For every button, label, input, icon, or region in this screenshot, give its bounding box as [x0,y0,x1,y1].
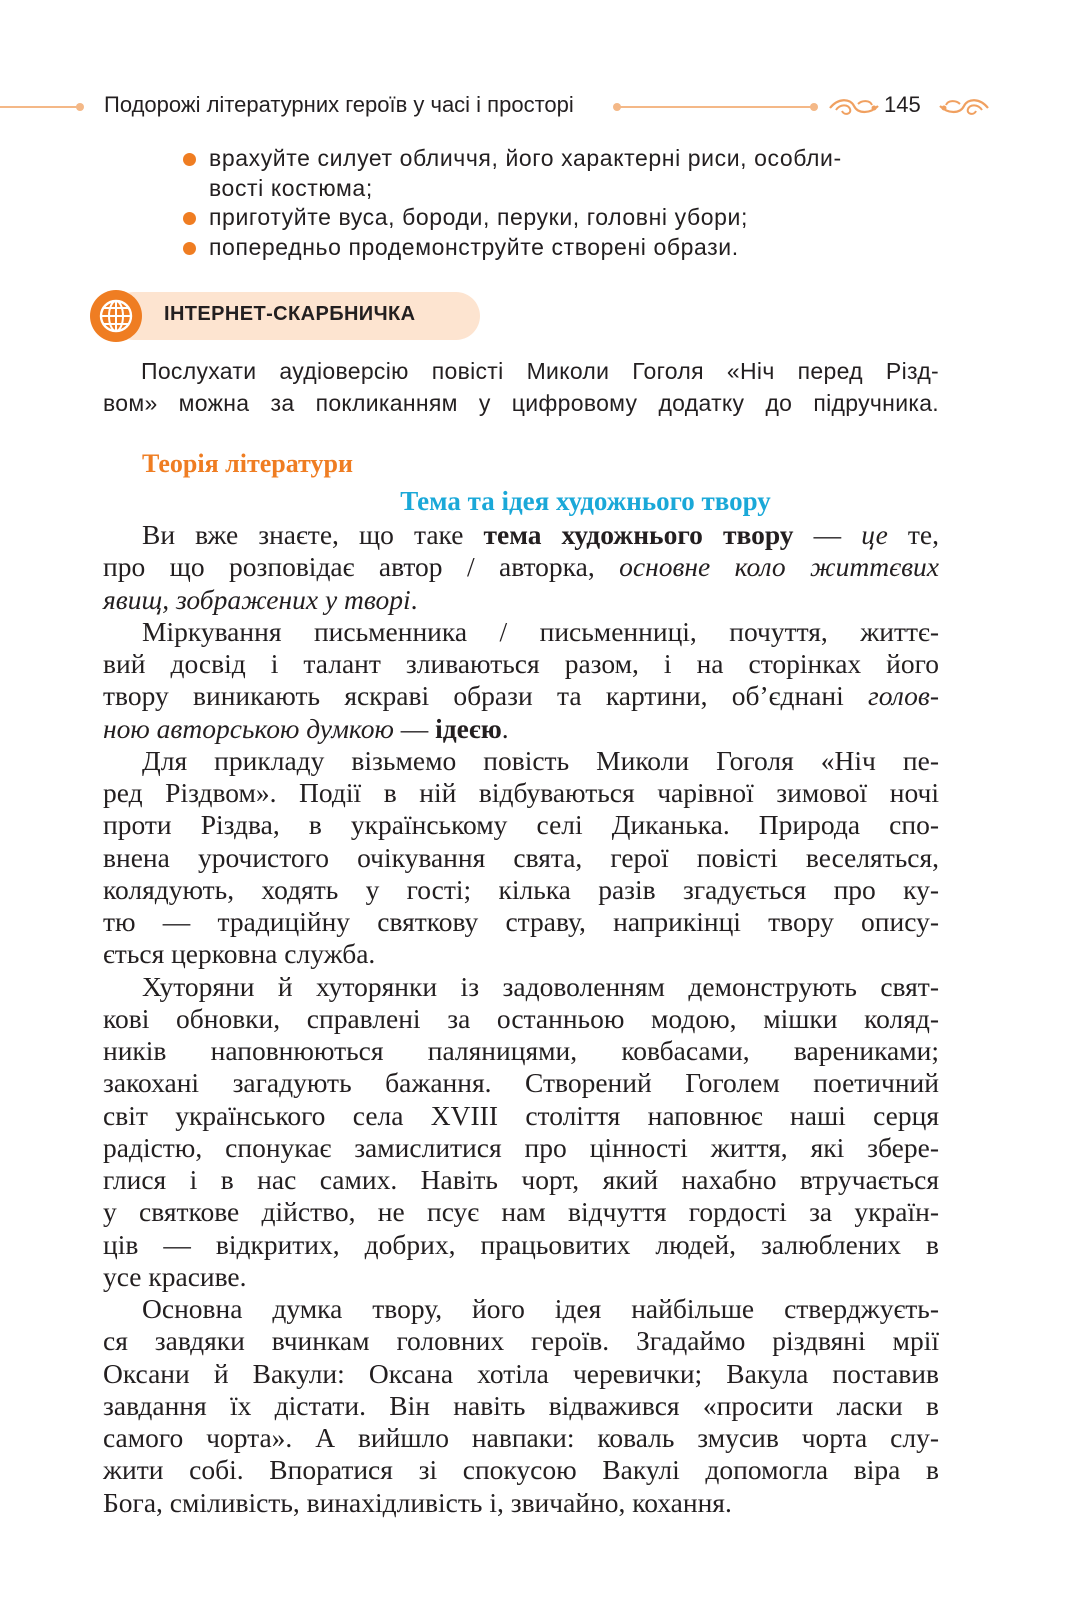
text-line: радістю, спонукає замислитися про цінності життя, які збере- [103,1131,939,1163]
list-item [183,233,953,263]
text-line: ців — відкритих, добрих, працьовитих людей, залюблених в [103,1228,939,1260]
list-item-line: врахуйте силует обличчя, його характерні риси, особли- [209,145,842,171]
page-number: 145 [884,92,921,117]
text-line: явищ, зображених у творі. [103,583,418,615]
text-line: самого чорта». А вийшло навпаки: коваль змусив чорта слу- [103,1422,939,1453]
running-title: Подорожі літературних героїв у часі і просторі [104,92,574,117]
bullet-icon [183,212,196,225]
text-line: ся завдяки вчинкам головних героїв. Згадаймо різдвяні мрії [103,1325,939,1357]
text-line: світ українського села XVIII століття наповнює наші серця [103,1099,939,1131]
swirl-ornament-icon [828,94,880,120]
text-line: ред Різдвом». Події в ній відбуваються чарівної зимової ночі [103,777,939,808]
bullet-icon [183,153,196,166]
text-line: тю — традиційну святкову страву, наприкінці твору опису- [103,906,939,937]
text-line: колядують, ходять у гості; кілька разів згадується про ку- [103,873,939,905]
text-line: Основна думка твору, його ідея найбільше стверджуєть- [142,1293,939,1324]
theory-heading: Теорія літератури [142,449,353,478]
text-line: ною авторською думкою — ідеєю. [103,712,509,744]
text-line: закохані загадують бажання. Створений Гоголем поетичний [103,1067,939,1099]
text-line: кові обновки, справлені за останньою модою, мішки коляд- [103,1002,939,1034]
list-item-line: вості костюма; [209,174,373,201]
swirl-ornament-icon [938,94,990,120]
internet-box-banner [90,290,480,342]
list-item-line: приготуйте вуса, бороди, перуки, головні убори; [209,204,748,230]
list-item [183,203,953,233]
list-item-line: попередньо продемонструйте створені образи. [209,233,739,260]
text-line: вий досвід і талант зливаються разом, і на сторінках його [103,648,939,679]
instruction-list [183,144,953,262]
header-rule-left [0,106,80,108]
text-line: Оксани й Вакули: Оксана хотіла черевички; Вакула поставив [103,1357,939,1389]
header-rule-dot [76,103,84,111]
text-line: внена урочистого очікування свята, герої повісті веселяться, [103,841,939,873]
text-line: Міркування письменника / письменниці, почуття, життє- [142,615,939,647]
text-line: Для прикладу візьмемо повість Миколи Гоголя «Ніч пе- [142,744,939,776]
text-line: твору виникають яскраві образи та картини, об’єднані голов- [103,680,939,712]
text-line: усе красиве. [103,1260,247,1292]
text-line: Хуторяни й хуторянки із задоволенням демонструють свят- [142,970,939,1002]
header-rule-middle [618,106,814,108]
body-text [103,519,939,1519]
text-line: ників наповнюються паляницями, ковбасами, варениками; [103,1035,939,1066]
section-title: Тема та ідея художнього твору [400,486,771,516]
running-header [0,90,1091,124]
internet-box-label: ІНТЕРНЕТ-СКАРБНИЧКА [164,303,416,325]
list-item [183,144,953,203]
internet-box-text [103,355,939,419]
text-line: жити собі. Впоратися зі спокусою Вакулі допомогла віра в [103,1454,939,1486]
text-line: вом» можна за покликанням у цифровому додатку до підручника. [103,390,939,416]
text-line: у святкове дійство, не псує нам відчуття гордості за україн- [103,1196,939,1228]
text-line: глися і в нас самих. Навіть чорт, який нахабно втручається [103,1164,939,1195]
text-line: Послухати аудіоверсію повісті Миколи Гоголя «Ніч перед Різд- [141,358,939,384]
bullet-icon [183,242,196,255]
text-line: проти Різдва, в українському селі Диканька. Природа спо- [103,809,939,841]
text-line: Ви вже знаєте, що таке тема художнього твору — це те, [142,519,940,550]
text-line: про що розповідає автор / авторка, основне коло життєвих [103,551,939,583]
text-line: завдання їх дістати. Він навіть відважився «просити ласки в [103,1389,939,1421]
globe-icon [90,290,142,342]
text-line: Бога, сміливість, винахідливість і, звичайно, кохання. [103,1486,732,1518]
text-line: ється церковна служба. [103,938,376,970]
header-rule-dot [810,103,818,111]
